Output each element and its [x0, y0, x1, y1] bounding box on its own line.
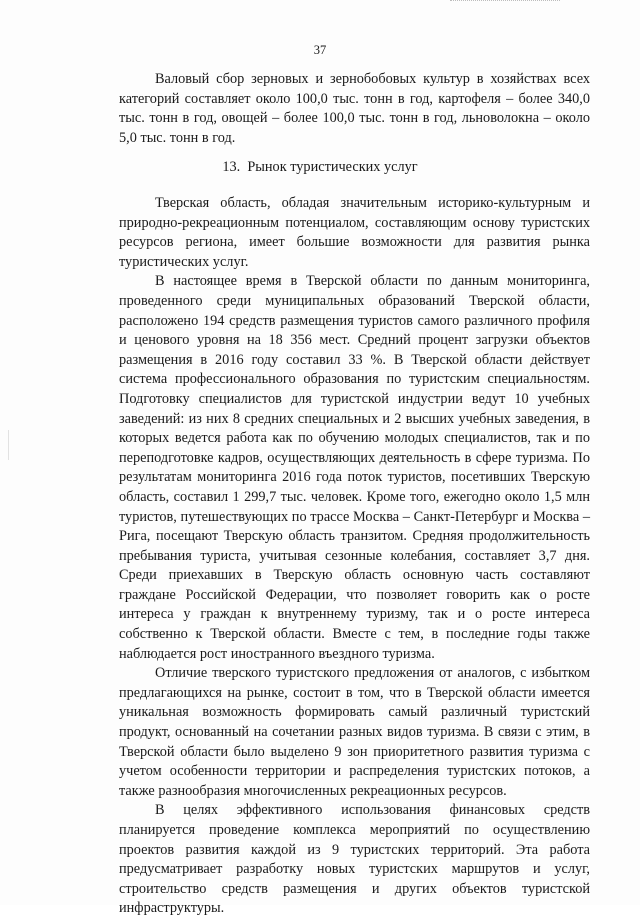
intro-text-block: [119, 70, 590, 148]
section-heading: [0, 158, 640, 178]
body-paragraph: Тверская область, обладая значительным историко-культурным и природно-рекреационным потенциалом, составляющим основу туристских ресурсов региона, имеет большие возможности для развития рынка туристических услуг.: [119, 195, 590, 270]
intro-paragraph: Валовый сбор зерновых и зернобобовых культур в хозяйствах всех категорий составляет около 100,0 тыс. тонн в год, картофеля – более 340,0 тыс. тонн в год, овощей – более 100,0 тыс. тонн в год, льноволокна – около 5,0 тыс. тонн в год.: [119, 71, 590, 146]
section-number: 13.: [222, 159, 241, 175]
body-paragraph: Отличие тверского туристского предложения от аналогов, с избытком предлагающихся на рынке, состоит в том, что в Тверской области имеется уникальная возможность формировать самый различный туристский продукт, основанный на сочетании разных видов туризма. В связи с этим, в Тверской области было выделено 9 зон приоритетного развития туризма с учетом особенности территории и распределения туристских потоков, а также разнообразия многочисленных рекреационных ресурсов.: [119, 665, 590, 799]
scan-artifact-left: [8, 430, 9, 460]
scan-artifact-top: [450, 0, 560, 1]
body-paragraph: В настоящее время в Тверской области по данным мониторинга, проведенного среди муниципальных образований Тверской области, расположено 194 средств размещения туристов самого различного профиля и ценового уровня на 18 356 мест. Средний процент загрузки объектов размещения в 2016 году составил 33 %. В Тверской области действует система профессионального образования по туристским специальностям. Подготовку специалистов для туристской индустрии ведут 10 учебных заведений: из них 8 средних специальных и 2 высших учебных заведения, в которых ведется работа как по обучению молодых специалистов, так и по переподготовке кадров, осуществляющих деятельность в сфере туризма. По результатам мониторинга 2016 года поток туристов, посетивших Тверскую область, составил 1 299,7 тыс. человек. Кроме того, ежегодно около 1,5 млн туристов, путешествующих по трассе Москва – Санкт-Петербург и Москва – Рига, посещают Тверскую область транзитом. Средняя продолжительность пребывания туриста, учитывая сезонные колебания, составляет 3,7 дня. Среди приехавших в Тверскую область основную часть составляют граждане Российской Федерации, что позволяет говорить как о росте интереса у граждан к внутреннему туризму, так и о росте интереса собственно к Тверской области. Вместе с тем, в последние годы также наблюдается рост иностранного въездного туризма.: [119, 273, 590, 662]
page-number: 37: [313, 43, 327, 57]
section-title: Рынок туристических услуг: [247, 159, 418, 175]
body-paragraph: В целях эффективного использования финансовых средств планируется проведение комплекса мероприятий по осуществлению проектов развития каждой из 9 туристских территорий. Эта работа предусматривает разработку новых туристских маршрутов и услуг, строительство средств размещения и других объектов туристской инфраструктуры.: [119, 802, 590, 917]
section-body: [119, 194, 590, 919]
